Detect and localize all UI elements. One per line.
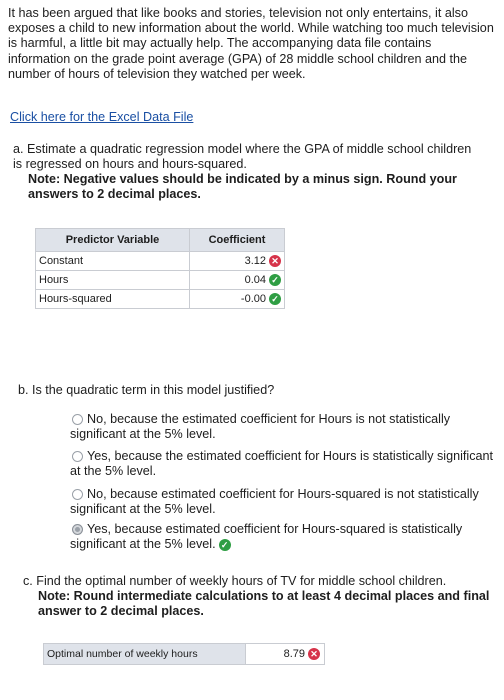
optimal-hours-input[interactable] bbox=[284, 644, 320, 664]
incorrect-icon: ✕ bbox=[308, 648, 320, 660]
intro-paragraph: It has been argued that like books and stories, television not only entertains, it also exposes a child to new information about the world. While watching too much television is harmful, a little bit may actually help. The accompanying data file contains information on the grade point average (GPA) of 28 middle school children and the number of hours of television they watched per week. bbox=[8, 6, 494, 81]
option-text: Yes, because the estimated coefficient for Hours is statistically significant at the 5% level. bbox=[70, 449, 494, 478]
correct-icon: ✓ bbox=[269, 274, 281, 286]
optimal-hours-row bbox=[43, 643, 325, 665]
row-label-hours-squared: Hours-squared bbox=[36, 290, 190, 309]
part-c-note: Note: Round intermediate calculations to at least 4 decimal places and final answer to 2 decimal places. bbox=[38, 589, 490, 618]
excel-data-file-link[interactable]: Click here for the Excel Data File bbox=[10, 110, 194, 124]
radio-button-selected[interactable] bbox=[72, 524, 83, 535]
part-b-question: b. Is the quadratic term in this model justified? bbox=[18, 383, 275, 397]
part-a-question-text: a. Estimate a quadratic regression model where the GPA of middle school children is regressed on hours and hours-squared. bbox=[13, 142, 472, 171]
radio-button[interactable] bbox=[72, 451, 83, 462]
table-row bbox=[36, 271, 285, 290]
option-4[interactable] bbox=[70, 522, 502, 552]
radio-button[interactable] bbox=[72, 414, 83, 425]
coefficient-value: -0.00 bbox=[240, 292, 266, 305]
option-text: No, because the estimated coefficient for Hours is not statistically significant at the 5% level. bbox=[70, 412, 451, 441]
coefficient-value: 0.04 bbox=[244, 273, 266, 286]
part-a-note: Note: Negative values should be indicated by a minus sign. Round your answers to 2 decimal places. bbox=[28, 172, 457, 201]
option-2[interactable] bbox=[70, 449, 502, 479]
correct-icon: ✓ bbox=[269, 293, 281, 305]
coefficient-value: 3.12 bbox=[244, 254, 266, 267]
part-c-question bbox=[23, 574, 497, 619]
optimal-hours-label: Optimal number of weekly hours bbox=[44, 644, 246, 664]
optimal-hours-value: 8.79 bbox=[283, 648, 305, 660]
header-predictor-variable: Predictor Variable bbox=[36, 229, 190, 252]
radio-button[interactable] bbox=[72, 489, 83, 500]
option-3[interactable] bbox=[70, 487, 502, 517]
header-coefficient: Coefficient bbox=[190, 229, 285, 252]
coefficient-table bbox=[35, 228, 285, 309]
coefficient-input-hours-squared[interactable] bbox=[190, 290, 285, 309]
part-c-question-text: c. Find the optimal number of weekly hours of TV for middle school children. bbox=[23, 574, 447, 588]
option-text: No, because estimated coefficient for Hours-squared is not statistically significant at the 5% level. bbox=[70, 487, 479, 516]
table-row bbox=[36, 290, 285, 309]
coefficient-input-constant[interactable] bbox=[190, 252, 285, 271]
option-text: Yes, because estimated coefficient for Hours-squared is statistically significant at the 5% level. bbox=[70, 522, 463, 551]
incorrect-icon: ✕ bbox=[269, 255, 281, 267]
coefficient-input-hours[interactable] bbox=[190, 271, 285, 290]
row-label-constant: Constant bbox=[36, 252, 190, 271]
table-row bbox=[36, 252, 285, 271]
correct-icon: ✓ bbox=[219, 539, 231, 551]
row-label-hours: Hours bbox=[36, 271, 190, 290]
part-a-question bbox=[13, 142, 483, 202]
option-1[interactable] bbox=[70, 412, 502, 442]
